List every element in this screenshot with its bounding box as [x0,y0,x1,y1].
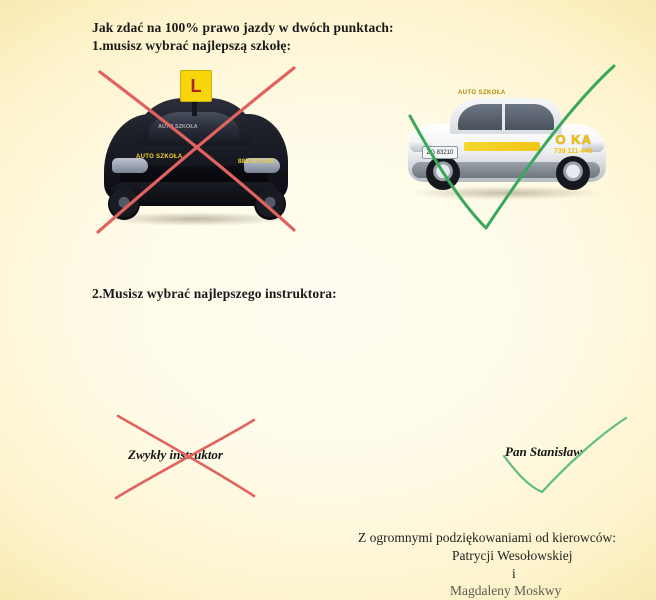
learner-l-sign: L [180,70,212,102]
car-school-logo: O KA [555,132,592,147]
instructor-label-good: Pan Stanisław [505,444,582,459]
car-side-text: AUTO SZKOŁA [158,124,198,130]
page-title-line-2: 1.musisz wybrać najlepszą szkołę: [92,38,292,53]
instructor-label-bad: Zwykły instruktor [128,447,223,462]
car-phone-number: 739 111 448 [553,148,592,155]
page-title-line-3: 2.Musisz wybrać najlepszego instruktora: [92,286,337,301]
footer-thanks-line: Z ogromnymi podziękowaniami od kierowców: [358,530,616,545]
footer-name-1: Patrycji Wesołowskiej [452,548,573,563]
car-wheel-left [108,188,140,220]
car-roof-text: AUTO SZKOŁA [458,90,506,96]
car-headlight-left [112,158,148,173]
car-side-windows [458,104,554,130]
car-wheel-rear [556,156,590,190]
car-licence-plate: ZG 83210 [422,146,458,159]
page-title-line-1: Jak zdać na 100% prawo jazdy w dwóch punktach: [92,20,394,35]
car-photo-right-image [402,70,612,238]
car-photo-left-image [96,62,296,234]
car-photo-right [402,70,612,238]
car-photo-left [96,62,296,234]
footer-conjunction: i [512,566,516,581]
car-door-decal-band [464,142,540,151]
car-phone-number: 888 321 642 [237,158,274,165]
car-door-text: AUTO SZKOŁA [136,154,183,160]
car-wheel-front [426,156,460,190]
car-wheel-right [254,188,286,220]
footer-name-2: Magdaleny Moskwy [450,583,562,598]
